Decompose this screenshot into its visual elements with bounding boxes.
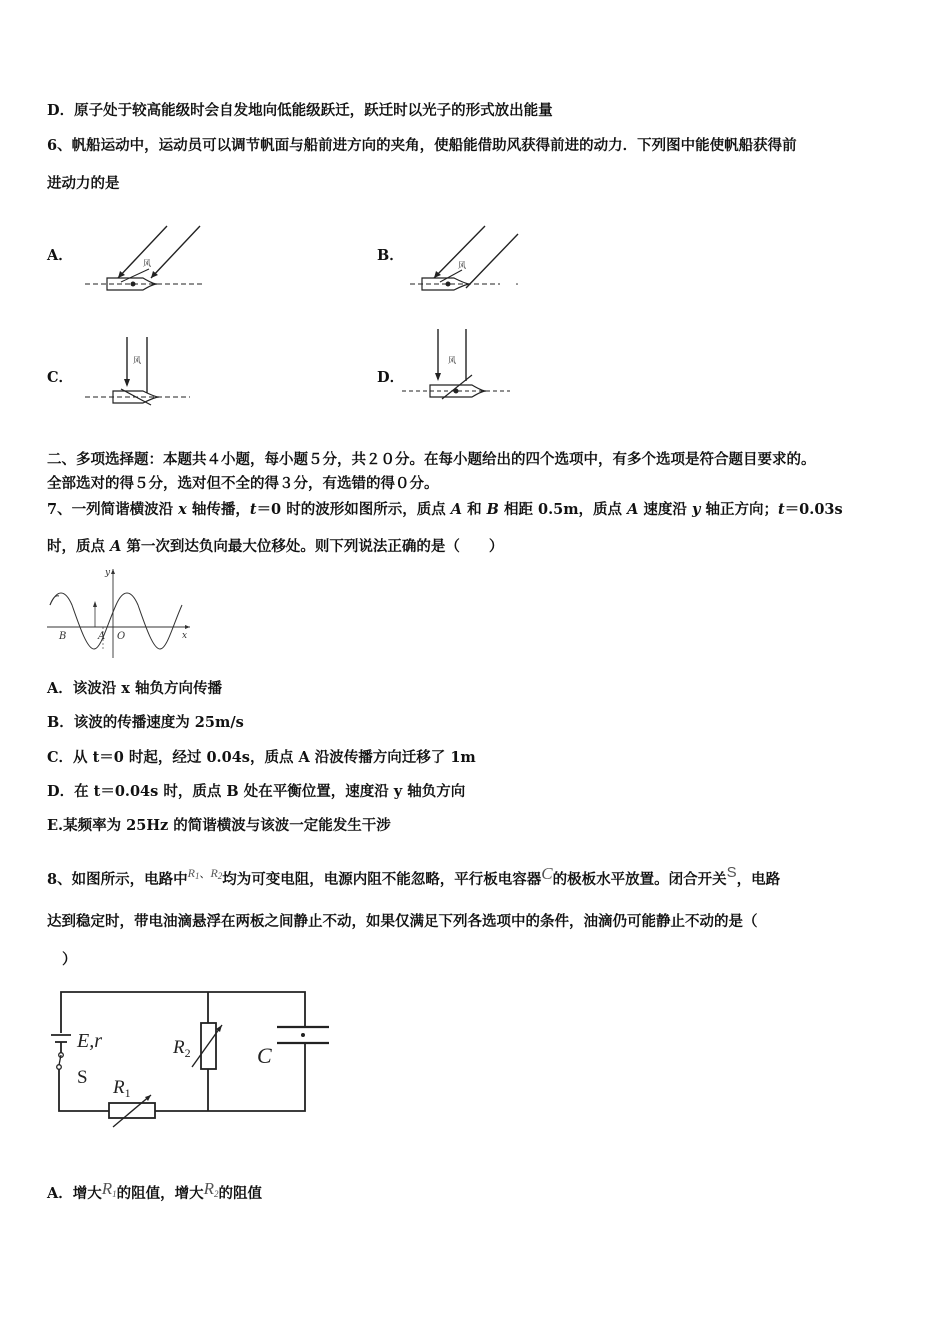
q6-option-a-label: A． (47, 247, 73, 264)
sail-diagram-a (85, 222, 205, 302)
sail-diagram-d (402, 327, 512, 407)
q7-option-c: C．从 t＝0 时起，经过 0.04s，质点 A 沿波传播方向迁移了 1m (47, 749, 476, 766)
q7-option-e: E.某频率为 25Hz 的简谐横波与该波一定能发生干涉 (47, 817, 391, 834)
sail-diagram-c (85, 335, 195, 413)
q6-stem-line2: 进动力的是 (47, 175, 120, 192)
graph-label-a: A (98, 631, 106, 642)
q8-stem-line2: 达到稳定时，带电油滴悬浮在两板之间静止不动，如果仅满足下列各选项中的条件，油滴仍可能静止不动的是（ (47, 913, 758, 930)
section2-title: 二、多项选择题：本题共４小题，每小题５分，共２０分。在每小题给出的四个选项中，有多个选项是符合题目要求的。 (47, 451, 816, 468)
graph-label-o: O (117, 631, 126, 642)
q7-option-b: B．该波的传播速度为 25m/s (47, 714, 244, 731)
q8-stem-line1: 8、如图所示，电路中$^{R1、R2}$均为可变电阻，电源内阻不能忽略，平行板电容器C的极板水平放置。闭合开关S，电路 (47, 864, 781, 888)
circuit-label-c: C (257, 1043, 272, 1068)
q7-option-a: A．该波沿 x 轴负方向传播 (47, 680, 222, 697)
sail-diagram-b (410, 222, 525, 302)
wave-graph (45, 565, 195, 660)
q6-option-b-label: B． (377, 247, 404, 264)
section2-rules: 全部选对的得５分，选对但不全的得３分，有选错的得０分。 (47, 475, 439, 492)
q6-option-d-label: D． (377, 369, 405, 386)
q7-stem-line1: 7、一列简谐横波沿 x 轴传播，t＝0 时的波形如图所示，质点 A 和 B 相距 0.5m，质点 A 速度沿 y 轴正方向；t＝0.03s (47, 501, 843, 518)
q8-stem-line3: ） (62, 951, 77, 968)
q7-option-d: D．在 t＝0.04s 时，质点 B 处在平衡位置，速度沿 y 轴负方向 (47, 783, 466, 800)
q6-stem-line1: 6、帆船运动中，运动员可以调节帆面与船前进方向的夹角，使船能借助风获得前进的动力．下列图中能使帆船获得前 (47, 137, 797, 154)
wind-label-c: 风 (133, 356, 141, 365)
circuit-label-r2: $R_2$ (173, 1037, 191, 1060)
graph-label-x: x (182, 631, 188, 641)
circuit-label-s: S (77, 1067, 88, 1088)
q8-option-a: A．增大R1的阻值，增大R2的阻值 (47, 1179, 263, 1202)
wind-label-a: 风 (143, 259, 151, 268)
q7-stem-line2: 时，质点 A 第一次到达负向最大位移处。则下列说法正确的是（ ） (47, 538, 504, 555)
circuit-label-er: E,r (77, 1030, 102, 1052)
wind-label-b: 风 (458, 261, 466, 270)
graph-label-y: y (105, 568, 111, 578)
q6-option-c-label: C． (47, 369, 74, 386)
graph-label-b: B (59, 631, 67, 642)
q5-option-d: D．原子处于较高能级时会自发地向低能级跃迁，跃迁时以光子的形式放出能量 (47, 102, 553, 119)
wind-label-d: 风 (448, 356, 456, 365)
circuit-diagram (45, 985, 335, 1135)
circuit-label-r1: $R_1$ (113, 1077, 131, 1100)
